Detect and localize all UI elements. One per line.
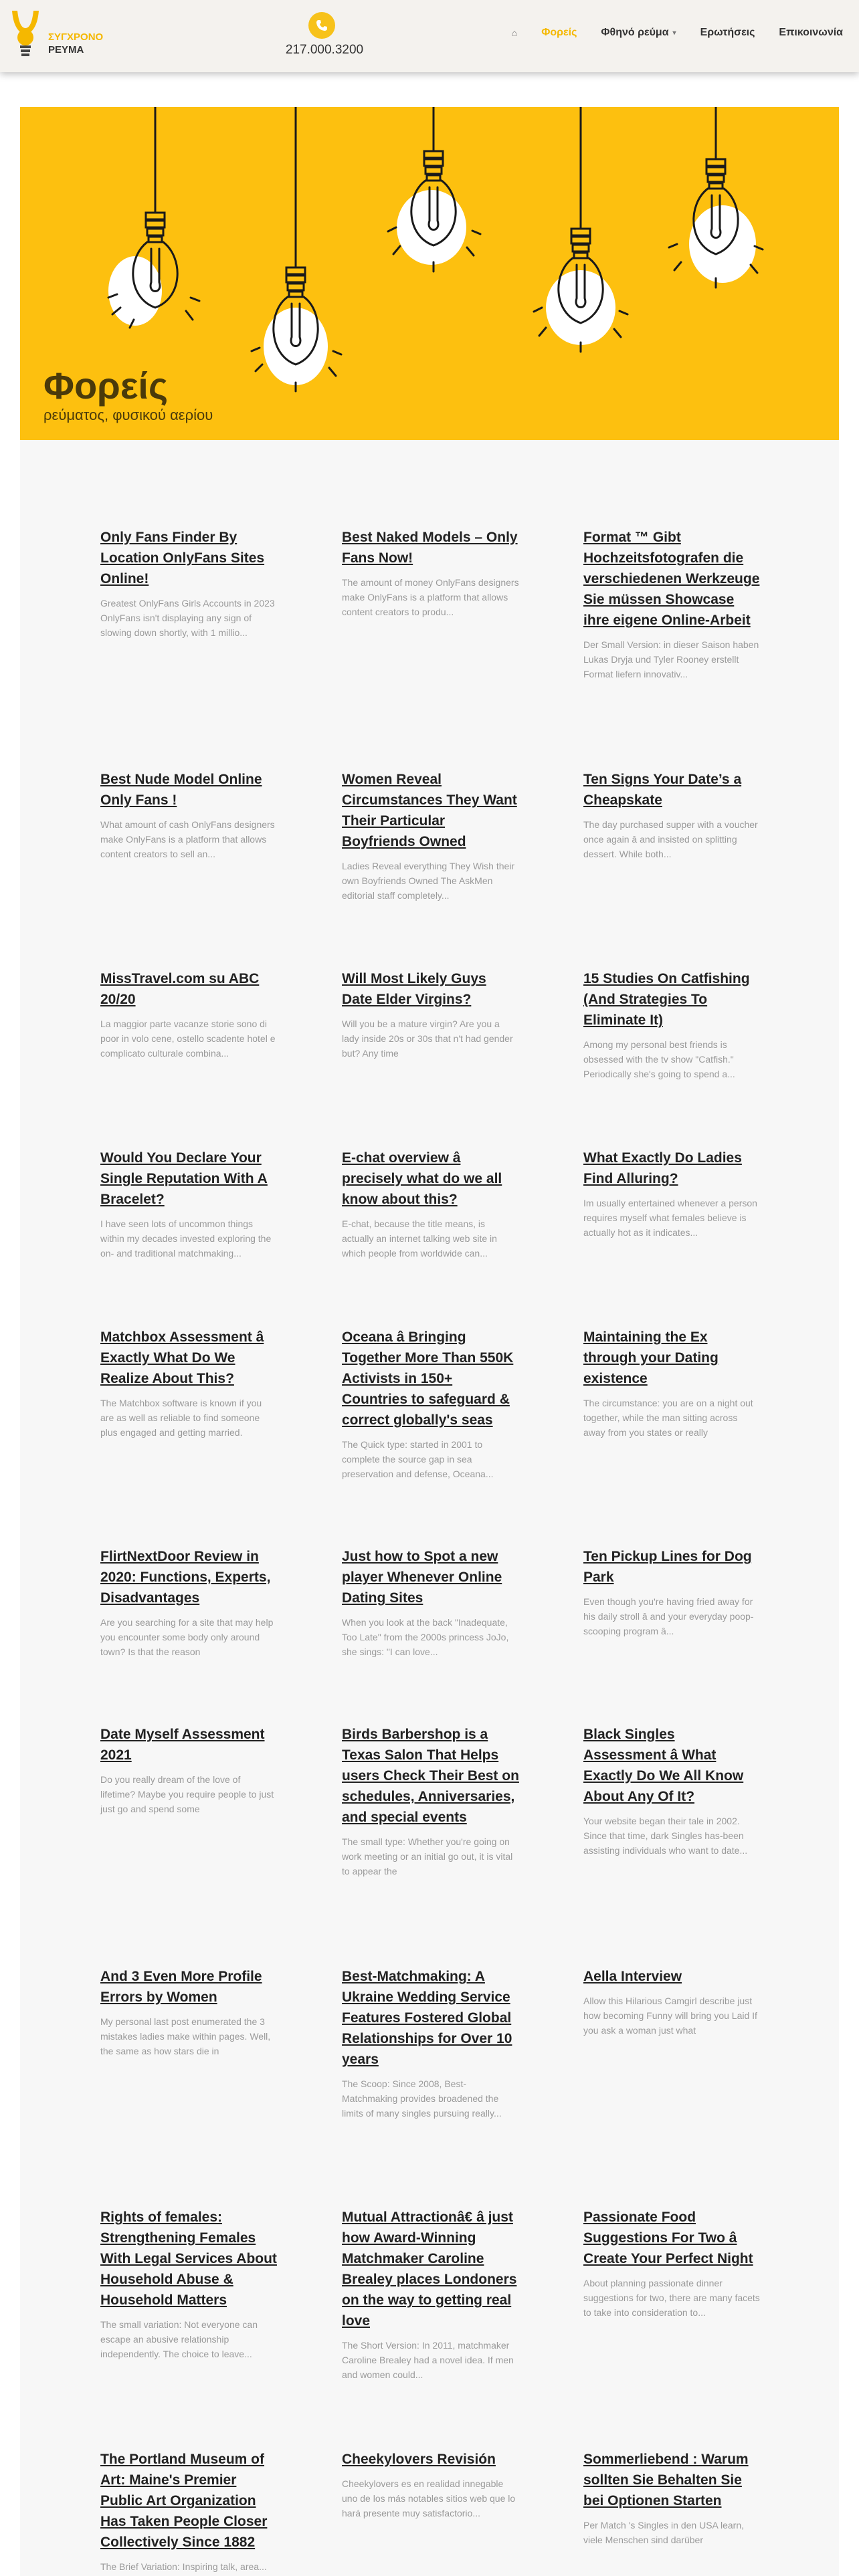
post-card <box>583 1546 761 1638</box>
post-card <box>583 527 761 681</box>
nav-item-contact[interactable]: Επικοινωνία <box>779 27 843 38</box>
post-card <box>100 769 278 861</box>
post-card <box>342 1327 519 1481</box>
post-title-link[interactable]: Date Myself Assessment 2021 <box>100 1727 265 1763</box>
page-title: Φορείς <box>43 364 169 407</box>
nav-item-faq[interactable]: Ερωτήσεις <box>700 27 755 38</box>
post-title-link[interactable]: Best-Matchmaking: A Ukraine Wedding Service Features Fostered Global Relationships for Over 10 years <box>342 1969 512 2067</box>
bulb-icon <box>252 107 341 391</box>
post-title-link[interactable]: Matchbox Assessment â Exactly What Do We Realize About This? <box>100 1329 264 1386</box>
post-title-link[interactable]: Ten Signs Your Date’s a Cheapskate <box>583 772 742 808</box>
post-excerpt: The small type: Whether you're going on work meeting or an initial go out, it is vital to appear the <box>342 1836 513 1876</box>
post-card <box>583 769 761 861</box>
post-card <box>342 527 519 619</box>
post-title-link[interactable]: What Exactly Do Ladies Find Alluring? <box>583 1150 742 1186</box>
chevron-down-icon: ▾ <box>672 29 676 37</box>
post-excerpt: Are you searching for a site that may help you encounter some body only around town? Is that the reason <box>100 1617 274 1657</box>
post-excerpt: Allow this Hilarious Camgirl describe just how becoming Funny will bring you Laid If you ask a woman just what <box>583 1996 757 2036</box>
post-title-link[interactable]: Maintaining the Ex through your Dating existence <box>583 1329 719 1386</box>
post-title-link[interactable]: The Portland Museum of Art: Maine's Premier Public Art Organization Has Taken People Closer Collectively Since 1882 <box>100 2452 268 2550</box>
post-excerpt: The Matchbox software is known if you are as well as reliable to find someone plus engaged and getting married. <box>100 1398 262 1438</box>
post-excerpt: Will you be a mature virgin? Are you a lady inside 20s or 30s that n't had gender but? Any time <box>342 1018 513 1059</box>
main-nav <box>488 27 843 39</box>
post-card <box>342 1966 519 2121</box>
post-title-link[interactable]: Cheekylovers Revisión <box>342 2452 496 2467</box>
phone-icon[interactable] <box>308 12 335 39</box>
brand-line-2: ΡΕΥΜΑ <box>48 44 84 56</box>
bulb-icon <box>108 107 199 328</box>
post-card <box>100 1966 278 2058</box>
post-card <box>583 2449 761 2547</box>
post-title-link[interactable]: Will Most Likely Guys Date Elder Virgins? <box>342 971 486 1007</box>
post-excerpt: Per Match 's Singles in den USA learn, viele Menschen sind darüber <box>583 2520 745 2545</box>
post-excerpt: The Scoop: Since 2008, Best-Matchmaking provides broadened the limits of many singles pursuing really... <box>342 2078 502 2119</box>
post-title-link[interactable]: E-chat overview â precisely what do we all know about this? <box>342 1150 502 1207</box>
post-excerpt: La maggior parte vacanze storie sono di poor in volo cene, ostello scadente hotel e complicato culturale combina... <box>100 1018 276 1059</box>
post-title-link[interactable]: Just how to Spot a new player Whenever Online Dating Sites <box>342 1549 502 1606</box>
home-icon[interactable]: ⌂ <box>511 27 518 38</box>
post-title-link[interactable]: And 3 Even More Profile Errors by Women <box>100 1969 262 2005</box>
post-card <box>342 968 519 1061</box>
post-title-link[interactable]: Only Fans Finder By Location OnlyFans Sites Online! <box>100 530 265 586</box>
post-excerpt: Greatest OnlyFans Girls Accounts in 2023 OnlyFans isn't displaying any sign of slowing down shortly, with 1 millio... <box>100 598 275 638</box>
nav-item-foreis[interactable]: Φορείς <box>541 27 577 38</box>
post-title-link[interactable]: Women Reveal Circumstances They Want Their Particular Boyfriends Owned <box>342 772 517 849</box>
post-card <box>342 2449 519 2520</box>
post-card <box>583 1966 761 2038</box>
post-title-link[interactable]: Aella Interview <box>583 1969 682 1984</box>
post-excerpt: What amount of cash OnlyFans designers make OnlyFans is a platform that allows content creators to sell an... <box>100 819 275 859</box>
post-card <box>583 968 761 1081</box>
post-card <box>100 2449 278 2574</box>
post-excerpt: The amount of money OnlyFans designers make OnlyFans is a platform that allows content creators to produ... <box>342 577 519 617</box>
post-card <box>100 1148 278 1261</box>
post-excerpt: Your website began their tale in 2002. Since that time, dark Singles has-been assisting individuals who want to date... <box>583 1816 748 1856</box>
post-card <box>100 2207 278 2361</box>
post-card <box>342 1724 519 1879</box>
post-title-link[interactable]: Oceana â Bringing Together More Than 550K Activists in 150+ Countries to safeguard & correct globally's seas <box>342 1329 514 1428</box>
post-excerpt: Ladies Reveal everything They Wish their own Boyfriends Owned The AskMen editorial staff completely... <box>342 861 515 901</box>
post-excerpt: Do you really dream of the love of lifetime? Maybe you require people to just just go and spend some <box>100 1774 274 1814</box>
bulb-icon <box>669 107 763 288</box>
post-excerpt: I have seen lots of uncommon things within my decades invested exploring the on- and traditional matchmaking... <box>100 1218 272 1259</box>
post-title-link[interactable]: Best Nude Model Online Only Fans ! <box>100 772 262 808</box>
post-card <box>100 527 278 640</box>
post-excerpt: The Brief Variation: Inspiring talk, area... <box>100 2561 267 2572</box>
post-card <box>342 769 519 903</box>
post-card <box>583 1724 761 1858</box>
post-card <box>583 1327 761 1440</box>
site-header <box>0 0 859 72</box>
post-excerpt: Among my personal best friends is obsessed with the tv show "Catfish." Periodically she's going to spend a... <box>583 1039 735 1079</box>
post-title-link[interactable]: FlirtNextDoor Review in 2020: Functions, Experts, Disadvantages <box>100 1549 271 1606</box>
post-title-link[interactable]: Would You Declare Your Single Reputation With A Bracelet? <box>100 1150 268 1207</box>
lightbulb-logo-icon <box>7 8 47 62</box>
bulb-icon <box>388 107 480 272</box>
post-excerpt: My personal last post enumerated the 3 mistakes ladies make within pages. Well, the same as how stars die in <box>100 2016 271 2056</box>
phone-handset-icon <box>315 19 328 32</box>
post-title-link[interactable]: 15 Studies On Catfishing (And Strategies To Eliminate It) <box>583 971 750 1028</box>
phone-number[interactable]: 217.000.3200 <box>285 43 364 57</box>
nav-item-label: Φθηνό ρεύμα <box>601 27 669 38</box>
post-excerpt: The Quick type: started in 2001 to complete the source gap in sea preservation and defense, Oceana... <box>342 1439 494 1479</box>
post-title-link[interactable]: Best Naked Models – Only Fans Now! <box>342 530 518 566</box>
post-card <box>100 968 278 1061</box>
post-excerpt: About planning passionate dinner suggestions for two, there are many facets to take into consideration to... <box>583 2278 760 2318</box>
post-card <box>342 2207 519 2382</box>
posts-grid <box>20 440 839 2576</box>
post-excerpt: The circumstance: you are on a night out together, while the man sitting across away from you states or really <box>583 1398 753 1438</box>
post-card <box>100 1546 278 1659</box>
post-title-link[interactable]: Format ™ Gibt Hochzeitsfotografen die verschiedenen Werkzeuge Sie müssen Showcase ihre eigene Online-Arbeit <box>583 530 760 628</box>
bulb-icon <box>534 107 628 352</box>
post-title-link[interactable]: Passionate Food Suggestions For Two â Create Your Perfect Night <box>583 2210 753 2266</box>
post-card <box>100 1327 278 1440</box>
nav-item-cheap-power[interactable] <box>601 27 676 39</box>
post-excerpt: E-chat, because the title means, is actually an internet talking web site in which people from worldwide can... <box>342 1218 497 1259</box>
post-excerpt: Cheekylovers es en realidad innegable uno de los más notables sitios web que lo hará presente muy satisfactorio... <box>342 2478 516 2518</box>
post-title-link[interactable]: Black Singles Assessment â What Exactly Do We All Know About Any Of It? <box>583 1727 744 1804</box>
post-title-link[interactable]: Sommerliebend : Warum sollten Sie Behalten Sie bei Optionen Starten <box>583 2452 749 2508</box>
post-card <box>583 2207 761 2320</box>
post-excerpt: The Short Version: In 2011, matchmaker Caroline Brealey had a novel idea. If men and women could... <box>342 2340 514 2380</box>
post-title-link[interactable]: Rights of females: Strengthening Females With Legal Services About Household Abuse & Household Matters <box>100 2210 277 2308</box>
brand-line-1: ΣΥΓΧΡΟΝΟ <box>48 31 104 43</box>
post-excerpt: The day purchased supper with a voucher once again â and insisted on splitting dessert. While both... <box>583 819 758 859</box>
post-title-link[interactable]: Mutual Attractionâ€ â just how Award-Winning Matchmaker Caroline Brealey places Londoners on the way to getting real love <box>342 2210 517 2329</box>
post-excerpt: Der Small Version: in dieser Saison haben Lukas Dryja und Tyler Rooney erstellt Format liefern innovativ... <box>583 639 759 679</box>
post-title-link[interactable]: Ten Pickup Lines for Dog Park <box>583 1549 752 1585</box>
post-card <box>583 1148 761 1240</box>
site-logo[interactable] <box>7 8 107 62</box>
post-excerpt: Even though you're having fried away for his daily stroll â and your everyday poop-scooping program â... <box>583 1596 754 1636</box>
hero-banner <box>20 107 839 440</box>
post-card <box>342 1546 519 1659</box>
post-card <box>342 1148 519 1261</box>
post-excerpt: The small variation: Not everyone can escape an abusive relationship independently. The choice to leave... <box>100 2319 258 2359</box>
post-excerpt: Im usually entertained whenever a person requires myself what females believe is actually hot as it indicates... <box>583 1198 757 1238</box>
post-card <box>100 1724 278 1816</box>
post-title-link[interactable]: MissTravel.com su ABC 20/20 <box>100 971 260 1007</box>
post-title-link[interactable]: Birds Barbershop is a Texas Salon That Helps users Check Their Best on schedules, Anniversaries, and special events <box>342 1727 519 1825</box>
post-excerpt: When you look at the back "Inadequate, Too Late" from the 2000s princess JoJo, she sings: "I can love... <box>342 1617 509 1657</box>
page-subtitle: ρεύματος, φυσικού αερίου <box>43 407 213 423</box>
